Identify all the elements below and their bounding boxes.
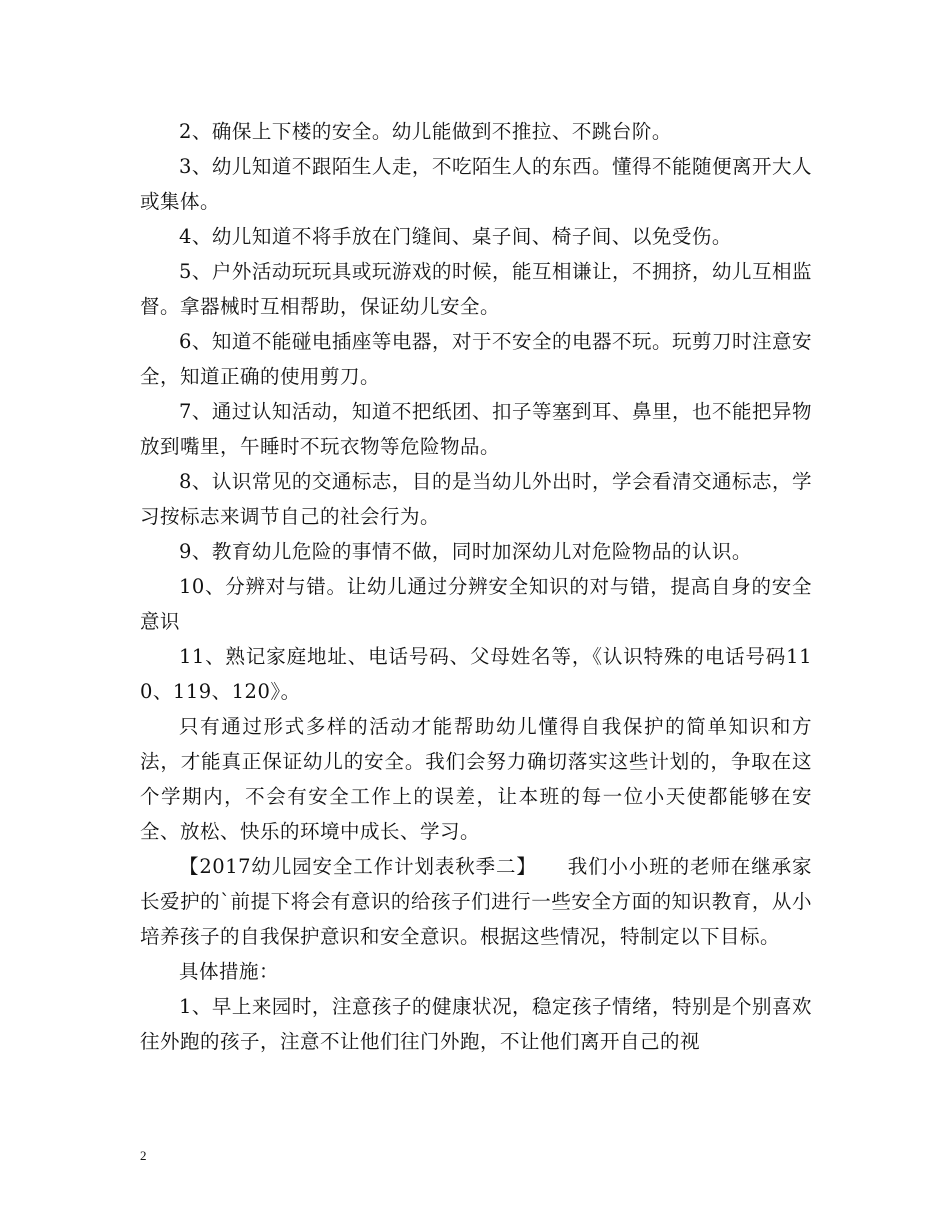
paragraph-measures-heading: 具体措施：: [179, 960, 280, 983]
page-number: 2: [140, 1148, 147, 1163]
paragraph-item-6: 6、知道不能碰电插座等电器，对于不安全的电器不玩。玩剪刀时注意安全，知道正确的使用剪刀。: [140, 330, 812, 388]
paragraph-section-two-intro: 【2017幼儿园安全工作计划表秋季二】 我们小小班的老师在继承家长爱护的`前提下将会有意识的给孩子们进行一些安全方面的知识教育，从小培养孩子的自我保护意识和安全意识。根据这些情况，特制定以下目标。: [140, 855, 812, 948]
paragraph-measure-1: 1、早上来园时，注意孩子的健康状况，稳定孩子情绪，特别是个别喜欢往外跑的孩子，注意不让他们往门外跑，不让他们离开自己的视: [140, 995, 812, 1053]
paragraph-item-5: 5、户外活动玩玩具或玩游戏的时候，能互相谦让，不拥挤，幼儿互相监督。拿器械时互相帮助，保证幼儿安全。: [140, 260, 812, 318]
paragraph-item-3: 3、幼儿知道不跟陌生人走，不吃陌生人的东西。懂得不能随便离开大人或集体。: [140, 155, 812, 213]
paragraph-item-11: 11、熟记家庭地址、电话号码、父母姓名等，《认识特殊的电话号码110、119、120》。: [140, 645, 812, 703]
document-body: [140, 114, 812, 1059]
paragraph-item-9: 9、教育幼儿危险的事情不做，同时加深幼儿对危险物品的认识。: [179, 540, 752, 563]
paragraph-item-10: 10、分辨对与错。让幼儿通过分辨安全知识的对与错，提高自身的安全意识: [140, 575, 812, 633]
paragraph-item-7: 7、通过认知活动，知道不把纸团、扣子等塞到耳、鼻里，也不能把异物放到嘴里，午睡时不玩衣物等危险物品。: [140, 400, 812, 458]
paragraph-item-2: 2、确保上下楼的安全。幼儿能做到不推拉、不跳台阶。: [179, 120, 672, 143]
paragraph-summary: 只有通过形式多样的活动才能帮助幼儿懂得自我保护的简单知识和方法，才能真正保证幼儿的安全。我们会努力确切落实这些计划的，争取在这个学期内，不会有安全工作上的误差，让本班的每一位小天使都能够在安全、放松、快乐的环境中成长、学习。: [140, 715, 812, 843]
paragraph-item-4: 4、幼儿知道不将手放在门缝间、桌子间、椅子间、以免受伤。: [179, 225, 732, 248]
paragraph-item-8: 8、认识常见的交通标志，目的是当幼儿外出时，学会看清交通标志，学习按标志来调节自己的社会行为。: [140, 470, 812, 528]
